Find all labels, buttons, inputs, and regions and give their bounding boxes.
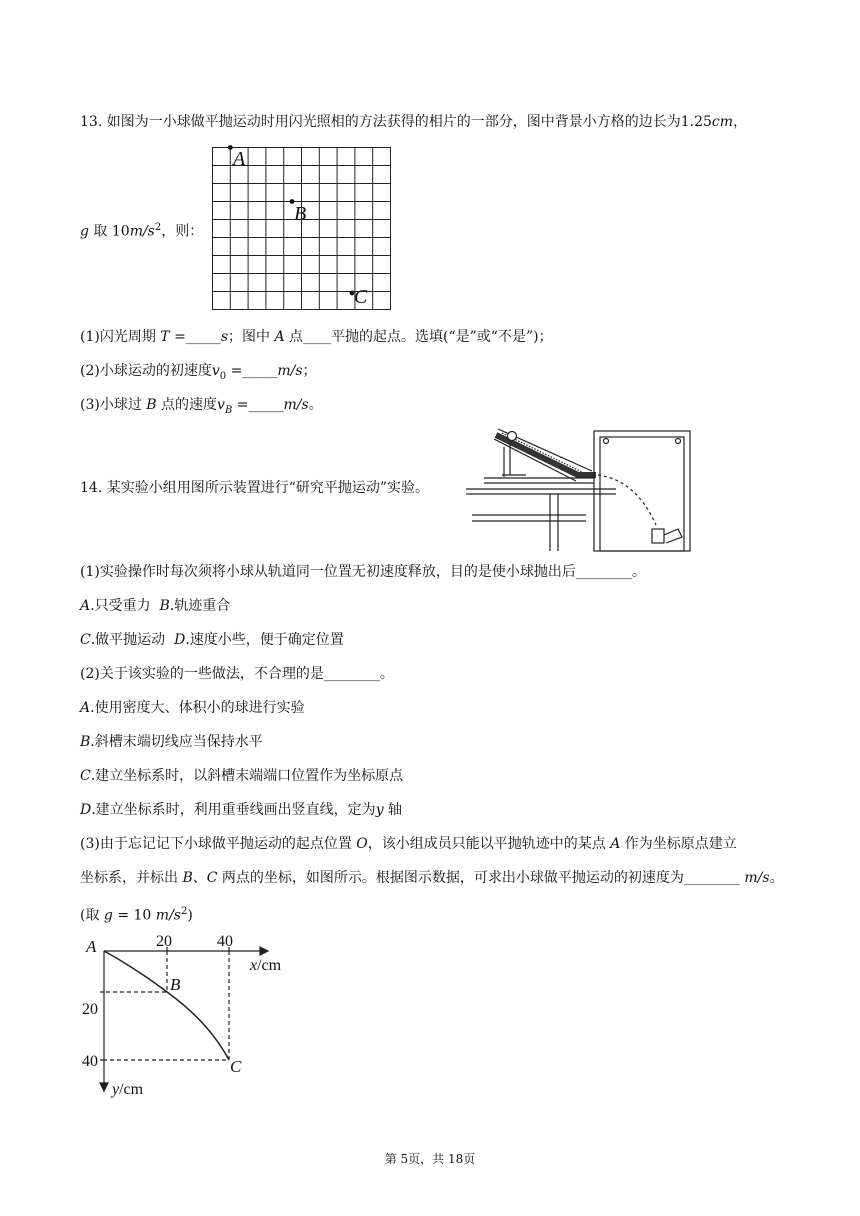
q14-part3-line1: (3)由于忘记记下小球做平抛运动的起点位置 O，该小组成员只能以平抛轨迹中的某点 A 作为坐标原点建立 (80, 836, 737, 852)
q13-g-line: g 取 $10m/s^2$，则： (80, 222, 204, 240)
x-tick-40: 40 (217, 933, 233, 950)
q13-grid-figure (212, 147, 392, 312)
guide-b (104, 951, 167, 992)
label-b: B (294, 203, 307, 225)
page-footer: 第 5页，共 18页 (384, 1152, 476, 1166)
graph-label-b: B (170, 975, 181, 994)
q14-part2-option-b: B.斜槽末端切线应当保持水平 (80, 734, 263, 750)
graph-label-a: A (86, 937, 97, 956)
q14-intro-line: 14. 某实验小组用图所示装置进行“研究平抛运动”实验。 (80, 480, 430, 496)
q13-subq1: (1)闪光周期 T =_____s；图中 A 点____平抛的起点。选填(“是”或“不是”)； (80, 329, 553, 345)
y-axis-label: y/cm (112, 1081, 144, 1098)
ball (508, 432, 517, 441)
q14-part1: (1)实验操作时每次须将小球从轨道同一位置无初速度释放，目的是使小球抛出后________。 (80, 564, 646, 580)
label-a: A (233, 148, 246, 170)
x-axis-label: x/cm (250, 957, 282, 974)
q13-subq2: (2)小球运动的初速度$v_0$ =_____m/s； (80, 363, 317, 382)
q14-part3-line3: (取 g = 10 $m/s^2$) (80, 906, 193, 924)
q14-part2: (2)关于该实验的一些做法，不合理的是________。 (80, 666, 394, 682)
q13-intro-line: 13. 如图为一小球做平抛运动时用闪光照相的方法获得的相片的一部分，图中背景小方格的边长为1.25cm， (80, 114, 748, 130)
graph-label-c: C (230, 1057, 242, 1076)
q14-part1-options-ab: A.只受重力 B.轨迹重合 (80, 598, 231, 614)
q14-part1-options-cd: C.做平抛运动 D.速度小些，便于确定位置 (80, 632, 344, 648)
trajectory-graph (78, 928, 308, 1098)
y-tick-40: 40 (82, 1053, 98, 1070)
q14-part3-line2: 坐标系，并标出 B、C 两点的坐标，如图所示。根据图示数据，可求出小球做平抛运动的初速度为________ m/s。 (80, 870, 784, 886)
x-axis-arrow (260, 947, 268, 955)
point-a (228, 145, 233, 150)
q14-part2-option-d: D.建立坐标系时，利用重垂线画出竖直线，定为y 轴 (80, 802, 403, 818)
x-tick-20: 20 (156, 933, 172, 950)
y-axis-arrow (100, 1083, 108, 1091)
label-c: C (354, 286, 368, 308)
apparatus-figure (466, 425, 698, 551)
q13-subq3: (3)小球过 B 点的速度$v_B$ =_____m/s。 (80, 397, 323, 416)
q14-part2-option-c: C.建立坐标系时，以斜槽末端端口位置作为坐标原点 (80, 768, 404, 784)
y-tick-20: 20 (82, 1001, 98, 1018)
q14-part2-option-a: A.使用密度大、体积小的球进行实验 (80, 700, 305, 716)
